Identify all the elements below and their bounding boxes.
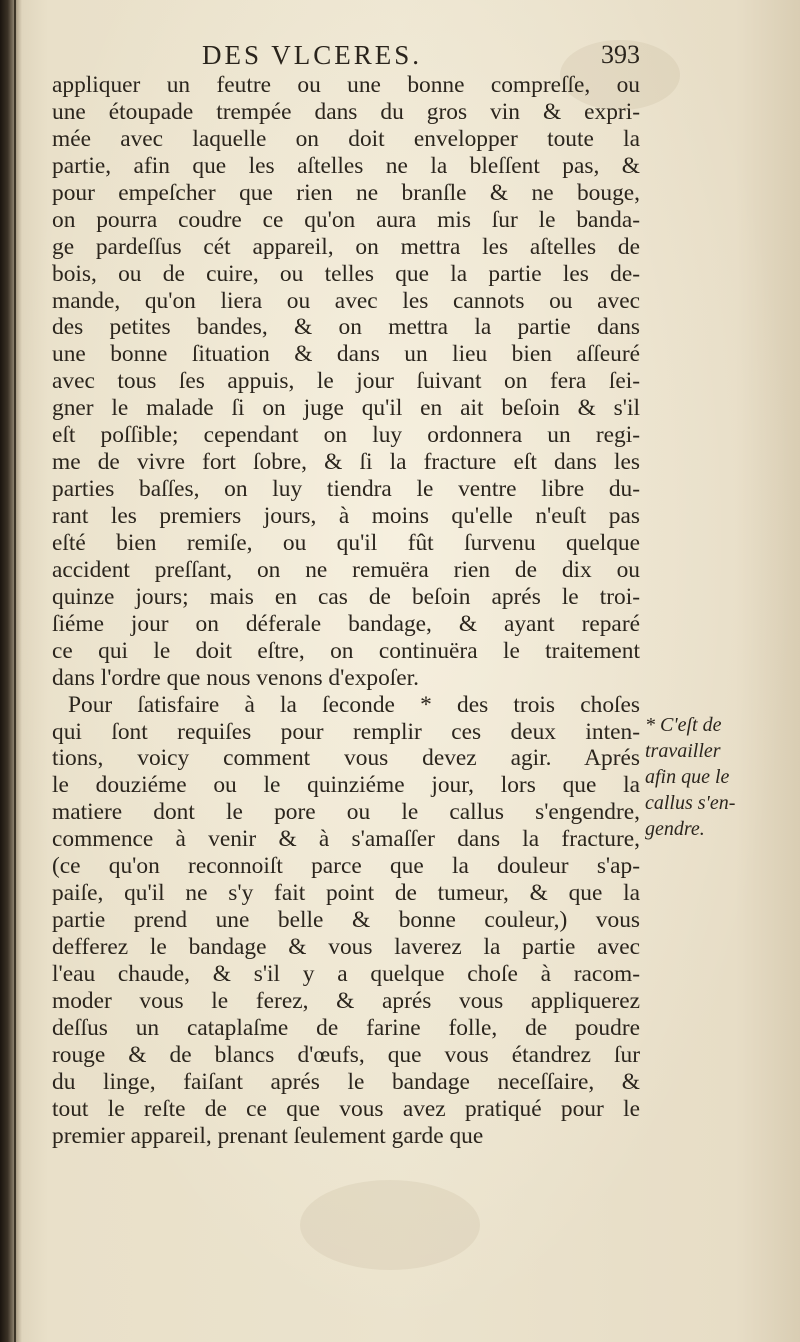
text-line: tions, voicy comment vous devez agir. Aprés [52,745,640,772]
text-line: rouge & de blancs d'œufs, que vous étandrez ſur [52,1041,640,1068]
marginal-note [645,712,795,842]
text-line: parties baſſes, on luy tiendra le ventre libre du- [52,476,640,503]
text-line: gner le malade ſi on juge qu'il en ait beſoin & s'il [52,395,640,422]
text-line: commence à venir & à s'amaſſer dans la fracture, [52,826,640,853]
marginal-note-line: travailler [645,740,721,762]
text-line: une étoupade trempée dans du gros vin & expri- [52,98,640,125]
text-line: eſt poſſible; cependant on luy ordonnera un regi- [52,422,640,449]
text-line: avec tous ſes appuis, le jour ſuivant on fera ſei- [52,368,640,395]
text-line: mande, qu'on liera ou avec les cannots ou avec [52,287,640,314]
marginal-note-line: callus s'en- [645,792,736,814]
text-line: quinze jours; mais en cas de beſoin aprés le troi- [52,583,640,610]
text-line: on pourra coudre ce qu'on aura mis ſur le banda- [52,206,640,233]
text-line: qui ſont requiſes pour remplir ces deux inten- [52,718,640,745]
text-line: du linge, faiſant aprés le bandage neceſſaire, & [52,1068,640,1095]
text-line: moder vous le ferez, & aprés vous appliquerez [52,987,640,1014]
text-line: ge pardeſſus cét appareil, on mettra les aſtelles de [52,233,640,260]
text-line: le douziéme ou le quinziéme jour, lors que la [52,772,640,799]
text-line: eſté bien remiſe, ou qu'il fût ſurvenu quelque [52,529,640,556]
marginal-note-line: afin que le [645,766,730,788]
text-line: me de vivre fort ſobre, & ſi la fracture eſt dans les [52,449,640,476]
text-line: (ce qu'on reconnoiſt parce que la douleur s'ap- [52,853,640,880]
text-line: defferez le bandage & vous laverez la partie avec [52,934,640,960]
text-line: l'eau chaude, & s'il y a quelque choſe à racom- [52,960,640,987]
text-line: bois, ou de cuire, ou telles que la partie les de- [52,260,640,287]
binding-gutter-shadow [0,0,22,1342]
paragraph-first-line: Pour ſatisfaire à la ſeconde * des trois choſes [68,691,640,718]
text-line: mée avec laquelle on doit envelopper toute la [52,125,640,152]
marginal-note-line: * C'eſt de [645,714,722,736]
text-line: premier appareil, prenant ſeulement garde que [52,1122,484,1149]
text-line: rant les premiers jours, à moins qu'elle n'euſt pas [52,503,640,529]
paper-stain [300,1180,480,1270]
text-line: ce qui le doit eſtre, on continuëra le traitement [52,637,640,664]
text-line: appliquer un feutre ou une bonne compreſſe, ou [52,72,640,98]
text-line: pour empeſcher que rien ne branſle & ne bouge, [52,179,640,206]
running-title: DES VLCERES. [202,40,423,70]
text-line: deſſus un cataplaſme de farine folle, de poudre [52,1014,640,1041]
text-line: accident preſſant, on ne remuëra rien de dix ou [52,556,640,583]
binding-edge [14,0,16,1342]
page-number: 393 [601,40,640,69]
text-line: tout le reſte de ce que vous avez pratiqué pour le [52,1095,640,1122]
text-line: partie prend une belle & bonne couleur,) vous [52,907,640,934]
text-line: paiſe, qu'il ne s'y fait point de tumeur, & que la [52,880,640,907]
page-header [60,38,640,72]
text-line: matiere dont le pore ou le callus s'engendre, [52,799,640,826]
text-line: ſiéme jour on déferale bandage, & ayant reparé [52,610,640,637]
text-line: des petites bandes, & on mettra la partie dans [52,314,640,341]
text-line: une bonne ſituation & dans un lieu bien aſſeuré [52,341,640,368]
body-text [52,72,640,1150]
text-line: dans l'ordre que nous venons d'expoſer. [52,664,420,691]
marginal-note-line: gendre. [645,818,705,840]
text-line: partie, afin que les aſtelles ne la bleſſent pas, & [52,152,640,179]
